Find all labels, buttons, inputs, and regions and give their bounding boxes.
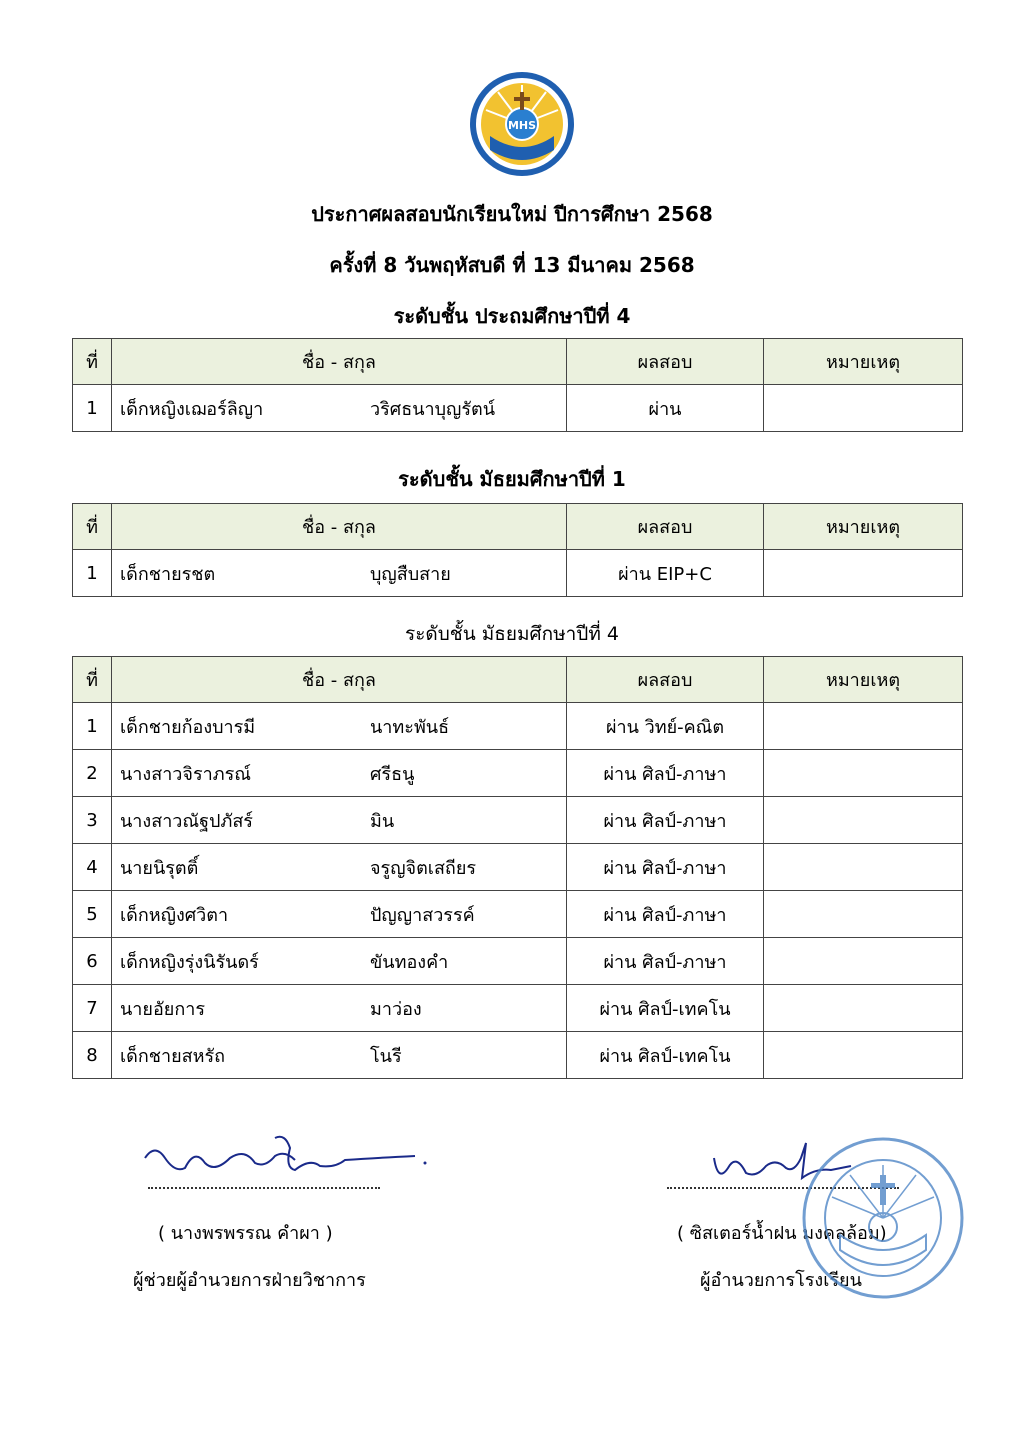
header-no: ที่	[73, 339, 112, 385]
row-note	[764, 385, 963, 432]
row-note	[764, 891, 963, 938]
row-note	[764, 750, 963, 797]
first-name: เด็กชายรชต	[120, 563, 216, 585]
row-note	[764, 844, 963, 891]
row-name	[112, 703, 567, 750]
row-name	[112, 550, 567, 597]
row-note	[764, 703, 963, 750]
row-result: ผ่าน EIP+C	[567, 550, 764, 597]
table-header-row	[73, 657, 963, 703]
row-no: 5	[73, 891, 112, 938]
row-note	[764, 550, 963, 597]
first-name: นางสาวณัฐปภัสร์	[120, 810, 253, 832]
row-name	[112, 985, 567, 1032]
row-no: 2	[73, 750, 112, 797]
row-result: ผ่าน วิทย์-คณิต	[567, 703, 764, 750]
level-heading: ระดับชั้น มัธยมศึกษาปีที่ 1	[398, 467, 626, 491]
results-table	[72, 338, 963, 432]
last-name: โนรี	[370, 1045, 402, 1067]
table-row	[73, 703, 963, 750]
row-result: ผ่าน ศิลป์-เทคโน	[567, 1032, 764, 1079]
table-header-row	[73, 339, 963, 385]
row-no: 4	[73, 844, 112, 891]
first-name: นายนิรุตติ์	[120, 857, 199, 879]
signature-line	[148, 1187, 380, 1189]
header-note: หมายเหตุ	[764, 504, 963, 550]
header-note: หมายเหตุ	[764, 339, 963, 385]
header-name: ชื่อ - สกุล	[112, 657, 567, 703]
first-name: เด็กชายก้องบารมี	[120, 716, 256, 738]
signatory-title: ผู้อำนวยการโรงเรียน	[700, 1270, 862, 1291]
last-name: มาว่อง	[370, 998, 422, 1020]
header-result: ผลสอบ	[567, 504, 764, 550]
level-heading: ระดับชั้น มัธยมศึกษาปีที่ 4	[405, 623, 619, 645]
signatory-name: ( นางพรพรรณ คำผา )	[158, 1223, 333, 1244]
first-name: เด็กหญิงเฌอร์ลิญา	[120, 398, 264, 420]
table-row	[73, 891, 963, 938]
header-result: ผลสอบ	[567, 657, 764, 703]
row-note	[764, 1032, 963, 1079]
row-name	[112, 750, 567, 797]
svg-text:MHS: MHS	[507, 119, 537, 132]
row-result: ผ่าน ศิลป์-ภาษา	[567, 891, 764, 938]
row-result: ผ่าน	[567, 385, 764, 432]
table-row	[73, 1032, 963, 1079]
school-logo-icon	[468, 70, 576, 178]
first-name: นายอัยการ	[120, 998, 205, 1020]
signatory-title: ผู้ช่วยผู้อำนวยการฝ่ายวิชาการ	[133, 1270, 366, 1291]
table-row	[73, 385, 963, 432]
last-name: ขันทองคำ	[370, 951, 449, 973]
header-name: ชื่อ - สกุล	[112, 339, 567, 385]
row-name	[112, 938, 567, 985]
table-row	[73, 938, 963, 985]
row-name	[112, 797, 567, 844]
row-name	[112, 1032, 567, 1079]
header-no: ที่	[73, 657, 112, 703]
results-table	[72, 656, 963, 1079]
row-no: 1	[73, 385, 112, 432]
row-name	[112, 844, 567, 891]
row-note	[764, 985, 963, 1032]
last-name: จรูญจิตเสถียร	[370, 857, 477, 879]
row-no: 7	[73, 985, 112, 1032]
row-result: ผ่าน ศิลป์-ภาษา	[567, 750, 764, 797]
first-name: นางสาวจิราภรณ์	[120, 763, 251, 785]
row-no: 1	[73, 550, 112, 597]
last-name: นาทะพันธ์	[370, 716, 450, 738]
first-name: เด็กหญิงรุ่งนิรันดร์	[120, 951, 259, 973]
last-name: ศรีธนู	[370, 763, 415, 785]
first-name: เด็กหญิงศวิตา	[120, 904, 229, 926]
row-result: ผ่าน ศิลป์-ภาษา	[567, 938, 764, 985]
last-name: มิน	[370, 810, 395, 832]
school-stamp-icon	[800, 1135, 966, 1301]
signatory-name: ( ซิสเตอร์น้ำฝน มงคลล้อม)	[677, 1223, 887, 1244]
row-name	[112, 891, 567, 938]
last-name: วริศธนาบุญรัตน์	[370, 398, 496, 420]
row-no: 6	[73, 938, 112, 985]
first-name: เด็กชายสหรัถ	[120, 1045, 226, 1067]
row-result: ผ่าน ศิลป์-ภาษา	[567, 797, 764, 844]
row-no: 8	[73, 1032, 112, 1079]
row-note	[764, 938, 963, 985]
table-row	[73, 797, 963, 844]
announcement-title: ประกาศผลสอบนักเรียนใหม่ ปีการศึกษา 2568	[311, 202, 713, 226]
last-name: ปัญญาสวรรค์	[370, 904, 475, 926]
header-note: หมายเหตุ	[764, 657, 963, 703]
level-heading: ระดับชั้น ประถมศึกษาปีที่ 4	[393, 304, 631, 328]
row-result: ผ่าน ศิลป์-เทคโน	[567, 985, 764, 1032]
row-result: ผ่าน ศิลป์-ภาษา	[567, 844, 764, 891]
signature-icon	[135, 1128, 435, 1188]
table-row	[73, 750, 963, 797]
header-result: ผลสอบ	[567, 339, 764, 385]
announcement-subtitle: ครั้งที่ 8 วันพฤหัสบดี ที่ 13 มีนาคม 2568	[329, 253, 695, 277]
row-no: 3	[73, 797, 112, 844]
header-name: ชื่อ - สกุล	[112, 504, 567, 550]
last-name: บุญสืบสาย	[370, 563, 451, 585]
row-no: 1	[73, 703, 112, 750]
table-row	[73, 985, 963, 1032]
table-header-row	[73, 504, 963, 550]
header-no: ที่	[73, 504, 112, 550]
row-name	[112, 385, 567, 432]
table-row	[73, 844, 963, 891]
results-table	[72, 503, 963, 597]
table-row	[73, 550, 963, 597]
row-note	[764, 797, 963, 844]
